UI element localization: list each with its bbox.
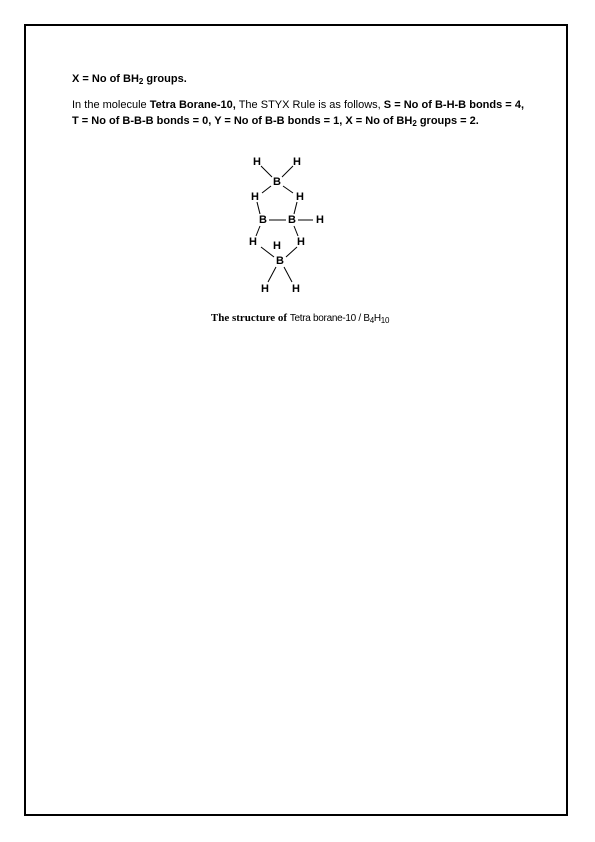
bond-h8-b4 xyxy=(286,247,297,257)
atom-b4: B xyxy=(276,254,284,267)
styx-values: S = No of B-H-B bonds = 4, T = No of B-B-B bonds = 0, Y = No of B-B bonds = 1, X = No of $BH_2$ groups = 2. xyxy=(72,99,524,128)
atom-b2: B xyxy=(259,213,267,226)
bond-b1-h3 xyxy=(262,186,271,193)
bond-h1-b1 xyxy=(261,166,272,177)
page-border xyxy=(24,24,568,816)
bond-h3-b2 xyxy=(257,202,260,214)
atom-b3: B xyxy=(288,213,296,226)
atom-h10: H xyxy=(292,282,300,295)
bond-b4-h9 xyxy=(268,267,276,282)
bond-b3-h8 xyxy=(294,226,298,236)
styx-paragraph: In the molecule Tetra Borane-10, The STYX Rule is as follows, S = No of B-H-B bonds = 4, T = No of B-B-B bonds = 0, Y = No of B-B bonds = 1, X = No of $BH_2$ groups = 2. xyxy=(72,99,524,128)
bond-b1-h4 xyxy=(283,186,293,193)
atom-h3: H xyxy=(251,190,259,203)
atom-h9: H xyxy=(261,282,269,295)
atom-h4: H xyxy=(296,190,304,203)
bond-h4-b3 xyxy=(294,202,297,214)
bh2-definition: X = No of $BH_2$ groups. xyxy=(72,73,187,86)
atom-h2: H xyxy=(293,155,301,168)
atom-h6: H xyxy=(249,235,257,248)
tetraborane-structure-diagram xyxy=(235,150,345,300)
atom-h8: H xyxy=(297,235,305,248)
structure-svg xyxy=(235,150,345,300)
atom-h7: H xyxy=(273,239,281,252)
figure-caption: The structure of Tetra borane-10 / $B_4H_{10}$ xyxy=(210,312,390,325)
atom-h5: H xyxy=(316,213,324,226)
atom-h1: H xyxy=(253,155,261,168)
bond-h2-b1 xyxy=(282,166,293,177)
bond-b4-h10 xyxy=(284,267,292,282)
molecule-name: Tetra Borane-10, xyxy=(149,99,236,111)
atom-b1: B xyxy=(273,175,281,188)
bond-b2-h6 xyxy=(256,226,260,236)
